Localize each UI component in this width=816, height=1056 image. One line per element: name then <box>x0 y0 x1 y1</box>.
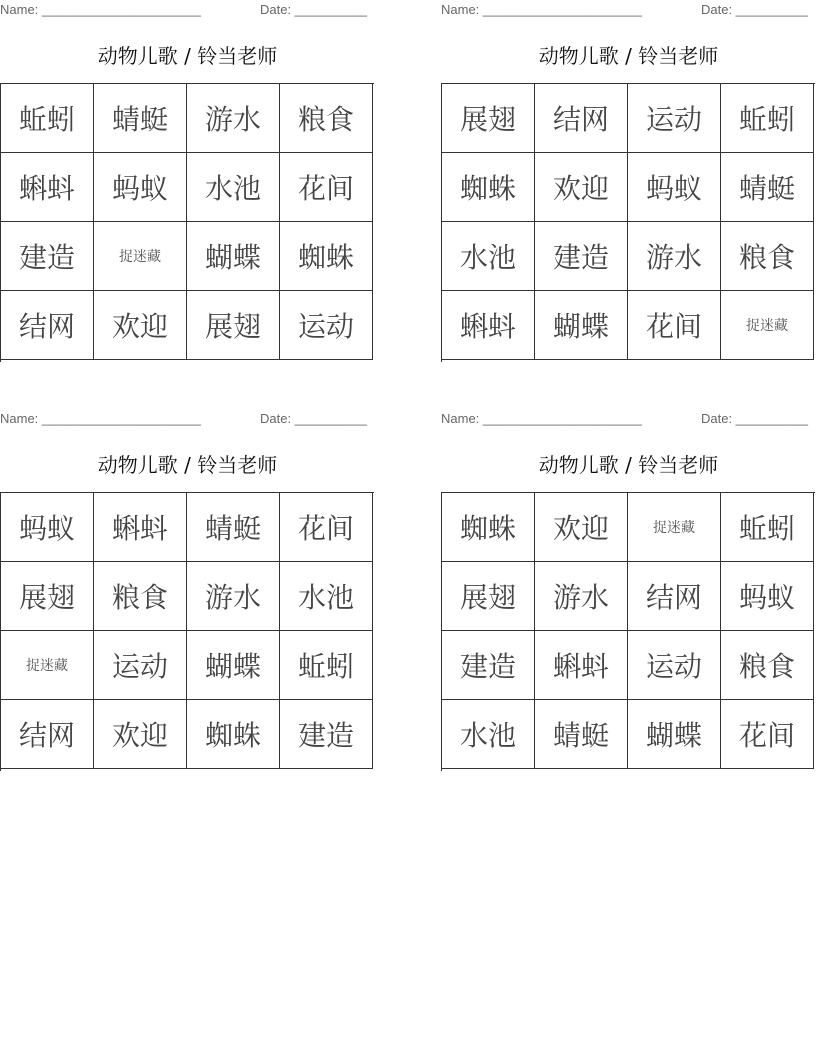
bingo-cell: 粮食 <box>94 562 187 631</box>
bingo-cell: 花间 <box>628 291 721 360</box>
bingo-cell: 蚂蚁 <box>1 493 94 562</box>
bingo-cell: 蝴蝶 <box>187 631 280 700</box>
bingo-cell: 粮食 <box>721 631 814 700</box>
bingo-cell: 花间 <box>721 700 814 769</box>
bingo-cell: 花间 <box>280 493 373 562</box>
date-field-label: Date: __________ <box>701 2 808 17</box>
bingo-card <box>441 0 816 365</box>
bingo-cell: 蜻蜓 <box>535 700 628 769</box>
bingo-cell: 蜻蜓 <box>721 153 814 222</box>
bingo-cell: 蝌蚪 <box>94 493 187 562</box>
bingo-cell: 蚂蚁 <box>721 562 814 631</box>
bingo-cell: 欢迎 <box>535 493 628 562</box>
bingo-grid <box>441 492 815 771</box>
bingo-cell: 建造 <box>1 222 94 291</box>
bingo-cell: 欢迎 <box>94 700 187 769</box>
bingo-cell: 水池 <box>442 222 535 291</box>
bingo-cell: 建造 <box>535 222 628 291</box>
bingo-cell: 展翅 <box>187 291 280 360</box>
bingo-cell: 蚯蚓 <box>721 84 814 153</box>
bingo-cell: 运动 <box>628 631 721 700</box>
bingo-cell: 结网 <box>1 291 94 360</box>
bingo-cell: 蜘蛛 <box>442 153 535 222</box>
bingo-cell: 运动 <box>628 84 721 153</box>
bingo-cell: 蝴蝶 <box>535 291 628 360</box>
free-space-cell: 捉迷藏 <box>94 222 187 291</box>
bingo-cell: 结网 <box>535 84 628 153</box>
bingo-cell: 游水 <box>535 562 628 631</box>
bingo-cell: 运动 <box>94 631 187 700</box>
bingo-cell: 游水 <box>628 222 721 291</box>
name-field-label: Name: ______________________ <box>0 2 201 17</box>
free-space-cell: 捉迷藏 <box>721 291 814 360</box>
name-field-label: Name: ______________________ <box>441 411 642 426</box>
bingo-cell: 蜘蛛 <box>442 493 535 562</box>
bingo-grid <box>0 83 374 362</box>
bingo-cell: 蚯蚓 <box>721 493 814 562</box>
card-header <box>441 409 816 429</box>
card-header <box>0 0 375 20</box>
free-space-cell: 捉迷藏 <box>1 631 94 700</box>
bingo-cell: 展翅 <box>442 84 535 153</box>
name-field-label: Name: ______________________ <box>441 2 642 17</box>
bingo-cell: 蜘蛛 <box>187 700 280 769</box>
card-title: 动物儿歌 / 铃当老师 <box>97 44 278 68</box>
bingo-cell: 水池 <box>442 700 535 769</box>
bingo-cell: 蚯蚓 <box>280 631 373 700</box>
bingo-cell: 蝌蚪 <box>1 153 94 222</box>
bingo-cell: 水池 <box>280 562 373 631</box>
bingo-cell: 蚂蚁 <box>628 153 721 222</box>
bingo-cell: 蚯蚓 <box>1 84 94 153</box>
card-title: 动物儿歌 / 铃当老师 <box>538 44 719 68</box>
bingo-cell: 蝌蚪 <box>442 291 535 360</box>
card-header <box>0 409 375 429</box>
card-title: 动物儿歌 / 铃当老师 <box>538 453 719 477</box>
bingo-cell: 粮食 <box>280 84 373 153</box>
bingo-cell: 欢迎 <box>94 291 187 360</box>
bingo-cell: 游水 <box>187 562 280 631</box>
bingo-cell: 展翅 <box>1 562 94 631</box>
card-title: 动物儿歌 / 铃当老师 <box>97 453 278 477</box>
bingo-cell: 展翅 <box>442 562 535 631</box>
bingo-cell: 结网 <box>1 700 94 769</box>
date-field-label: Date: __________ <box>701 411 808 426</box>
bingo-cell: 蝴蝶 <box>628 700 721 769</box>
bingo-grid <box>441 83 815 362</box>
bingo-cell: 游水 <box>187 84 280 153</box>
bingo-cell: 建造 <box>442 631 535 700</box>
date-field-label: Date: __________ <box>260 2 367 17</box>
date-field-label: Date: __________ <box>260 411 367 426</box>
name-field-label: Name: ______________________ <box>0 411 201 426</box>
bingo-card <box>441 409 816 774</box>
bingo-cell: 蜻蜓 <box>94 84 187 153</box>
card-header <box>441 0 816 20</box>
bingo-cell: 蝴蝶 <box>187 222 280 291</box>
bingo-cell: 水池 <box>187 153 280 222</box>
bingo-card <box>0 0 375 365</box>
bingo-cell: 蚂蚁 <box>94 153 187 222</box>
bingo-cell: 蝌蚪 <box>535 631 628 700</box>
bingo-cell: 蜻蜓 <box>187 493 280 562</box>
bingo-cell: 运动 <box>280 291 373 360</box>
bingo-card <box>0 409 375 774</box>
bingo-cell: 建造 <box>280 700 373 769</box>
bingo-cell: 欢迎 <box>535 153 628 222</box>
bingo-cell: 花间 <box>280 153 373 222</box>
bingo-cell: 蜘蛛 <box>280 222 373 291</box>
bingo-grid <box>0 492 374 771</box>
bingo-cell: 结网 <box>628 562 721 631</box>
free-space-cell: 捉迷藏 <box>628 493 721 562</box>
bingo-cell: 粮食 <box>721 222 814 291</box>
